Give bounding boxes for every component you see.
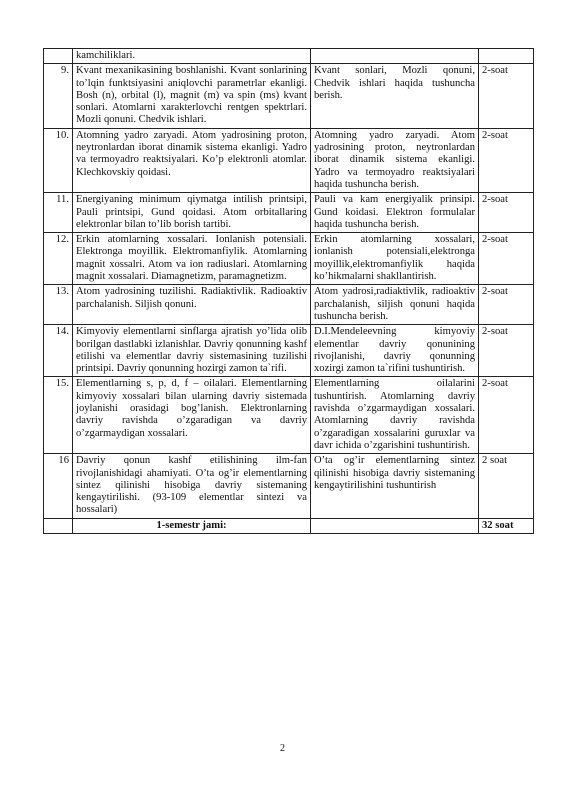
lecture-topic: Kvant mexanikasining boshlanishi. Kvant sonlarining to’lqin funktsiyasini aniqlovchi parametrlar ekanligi. Bosh (n), orbital (l), magnit (m) va spin (ms) kvant sonlari. Atomlarni xarakterlovchi rentgen spektrlari. Mozli qonuni. Chedvik ishlari.	[73, 64, 311, 128]
table-row	[44, 49, 534, 64]
row-number: 13.	[44, 285, 73, 325]
total-num-cell	[44, 518, 73, 533]
lecture-topic: Atomning yadro zaryadi. Atom yadrosining proton, neytronlardan iborat dinamik sistema ekanligi. Yadro va termoyadro reaktsiyalari. Ko’p elektronli atomlar. Klechkovskiy qoidasi.	[73, 128, 311, 192]
lecture-hours: 2-soat	[479, 193, 534, 233]
lecture-hours: 2-soat	[479, 233, 534, 285]
table-row	[44, 325, 534, 377]
lecture-topic: Elementlarning s, p, d, f – oilalari. Elementlarning kimyoviy xossalari bilan ularning davriy sistemada joylanishi orasidagi bog’lanish. Elektronlarning davriy ravishda o’zgaradigan va davriy o’zgarmaydigan xossalari.	[73, 377, 311, 454]
lecture-topic: Atom yadrosining tuzilishi. Radiaktivlik. Radioaktiv parchalanish. Siljish qonuni.	[73, 285, 311, 325]
table-row	[44, 285, 534, 325]
lecture-goal: Pauli va kam energiyalik prinsipi. Gund koidasi. Elektron formulalar haqida tushuncha berish.	[311, 193, 479, 233]
lecture-goal	[311, 49, 479, 64]
row-number	[44, 49, 73, 64]
lecture-hours: 2-soat	[479, 377, 534, 454]
row-number: 11.	[44, 193, 73, 233]
lecture-hours: 2-soat	[479, 285, 534, 325]
table-row	[44, 233, 534, 285]
row-number: 15.	[44, 377, 73, 454]
row-number: 9.	[44, 64, 73, 128]
lecture-topic: Erkin atomlarning xossalari. Ionlanish potensiali. Elektronga moyillik. Elektromanfiylik. Atomlarning magnit xossalri. Atom va ion radiuslari. Atomlarning magnit xossalari. Diamagnetizm, paramagnetizm.	[73, 233, 311, 285]
total-label: 1-semestr jami:	[73, 518, 311, 533]
row-number: 14.	[44, 325, 73, 377]
lecture-hours	[479, 49, 534, 64]
lecture-hours: 2-soat	[479, 325, 534, 377]
table-row	[44, 454, 534, 518]
lecture-goal: Erkin atomlarning xossalari, ionlanish potensiali,elektronga moyillik,elektromanfiylik haqida ko’hikmalarni shakllantirish.	[311, 233, 479, 285]
row-number: 10.	[44, 128, 73, 192]
table-row	[44, 377, 534, 454]
lecture-hours: 2 soat	[479, 454, 534, 518]
lecture-goal: O’ta og’ir elementlarning sintez qilinishi hisobiga davriy sistemaning kengaytirilishini tushuntirish	[311, 454, 479, 518]
lecture-topic: Davriy qonun kashf etilishining ilm-fan rivojlanishidagi ahamiyati. O’ta og’ir elementlarning sintez qilinishi hisobiga davriy sistemaning kengaytirilishi. (93-109 elementlar sintezi va hossalari)	[73, 454, 311, 518]
row-number: 12.	[44, 233, 73, 285]
total-hours: 32 soat	[479, 518, 534, 533]
lecture-topic: Kimyoviy elementlarni sinflarga ajratish yo’lida olib borilgan dastlabki izlanishlar. Davriy qonunning kashf etilishi va elementlar davriy sistemasining tuzilishi printsipi. Davriy qonunning hozirgi zamon ta`rifi.	[73, 325, 311, 377]
total-desc-cell	[311, 518, 479, 533]
lecture-hours: 2-soat	[479, 64, 534, 128]
table-body	[44, 49, 534, 519]
lecture-goal: Atom yadrosi,radiaktivlik, radioaktiv parchalanish, siljish qonuni haqida tushuncha berish.	[311, 285, 479, 325]
lecture-goal: Kvant sonlari, Mozli qonuni, Chedvik ishlari haqida tushuncha berish.	[311, 64, 479, 128]
total-row	[44, 518, 534, 533]
table-row	[44, 193, 534, 233]
lecture-goal: Atomning yadro zaryadi. Atom yadrosining proton, neytronlardan iborat dinamik sistema ekanligi. Yadro va termoyadro reaktsiyalari haqida tushuncha berish.	[311, 128, 479, 192]
lecture-goal: D.I.Mendeleevning kimyoviy elementlar davriy qonunining rivojlanishi, davriy qonunning xozirgi zamon ta`rifini tushuntirish.	[311, 325, 479, 377]
table-row	[44, 128, 534, 192]
lecture-topic: Energiyaning minimum qiymatga intilish printsipi, Pauli printsipi, Gund qoidasi. Atom orbitallaring elektronlar bilan to’lib borish tartibi.	[73, 193, 311, 233]
table-row	[44, 64, 534, 128]
row-number: 16	[44, 454, 73, 518]
curriculum-table	[43, 48, 534, 534]
page-number: 2	[280, 743, 285, 754]
lecture-goal: Elementlarning oilalarini tushuntirish. Atomlarning davriy ravishda o’zgarmaydigan xossalari. Atomlarning davriy ravishda o’zgaradigan xossalarini guruxlar va davr ichida o’zgarishini tushuntirish.	[311, 377, 479, 454]
lecture-topic: kamchiliklari.	[73, 49, 311, 64]
lecture-hours: 2-soat	[479, 128, 534, 192]
